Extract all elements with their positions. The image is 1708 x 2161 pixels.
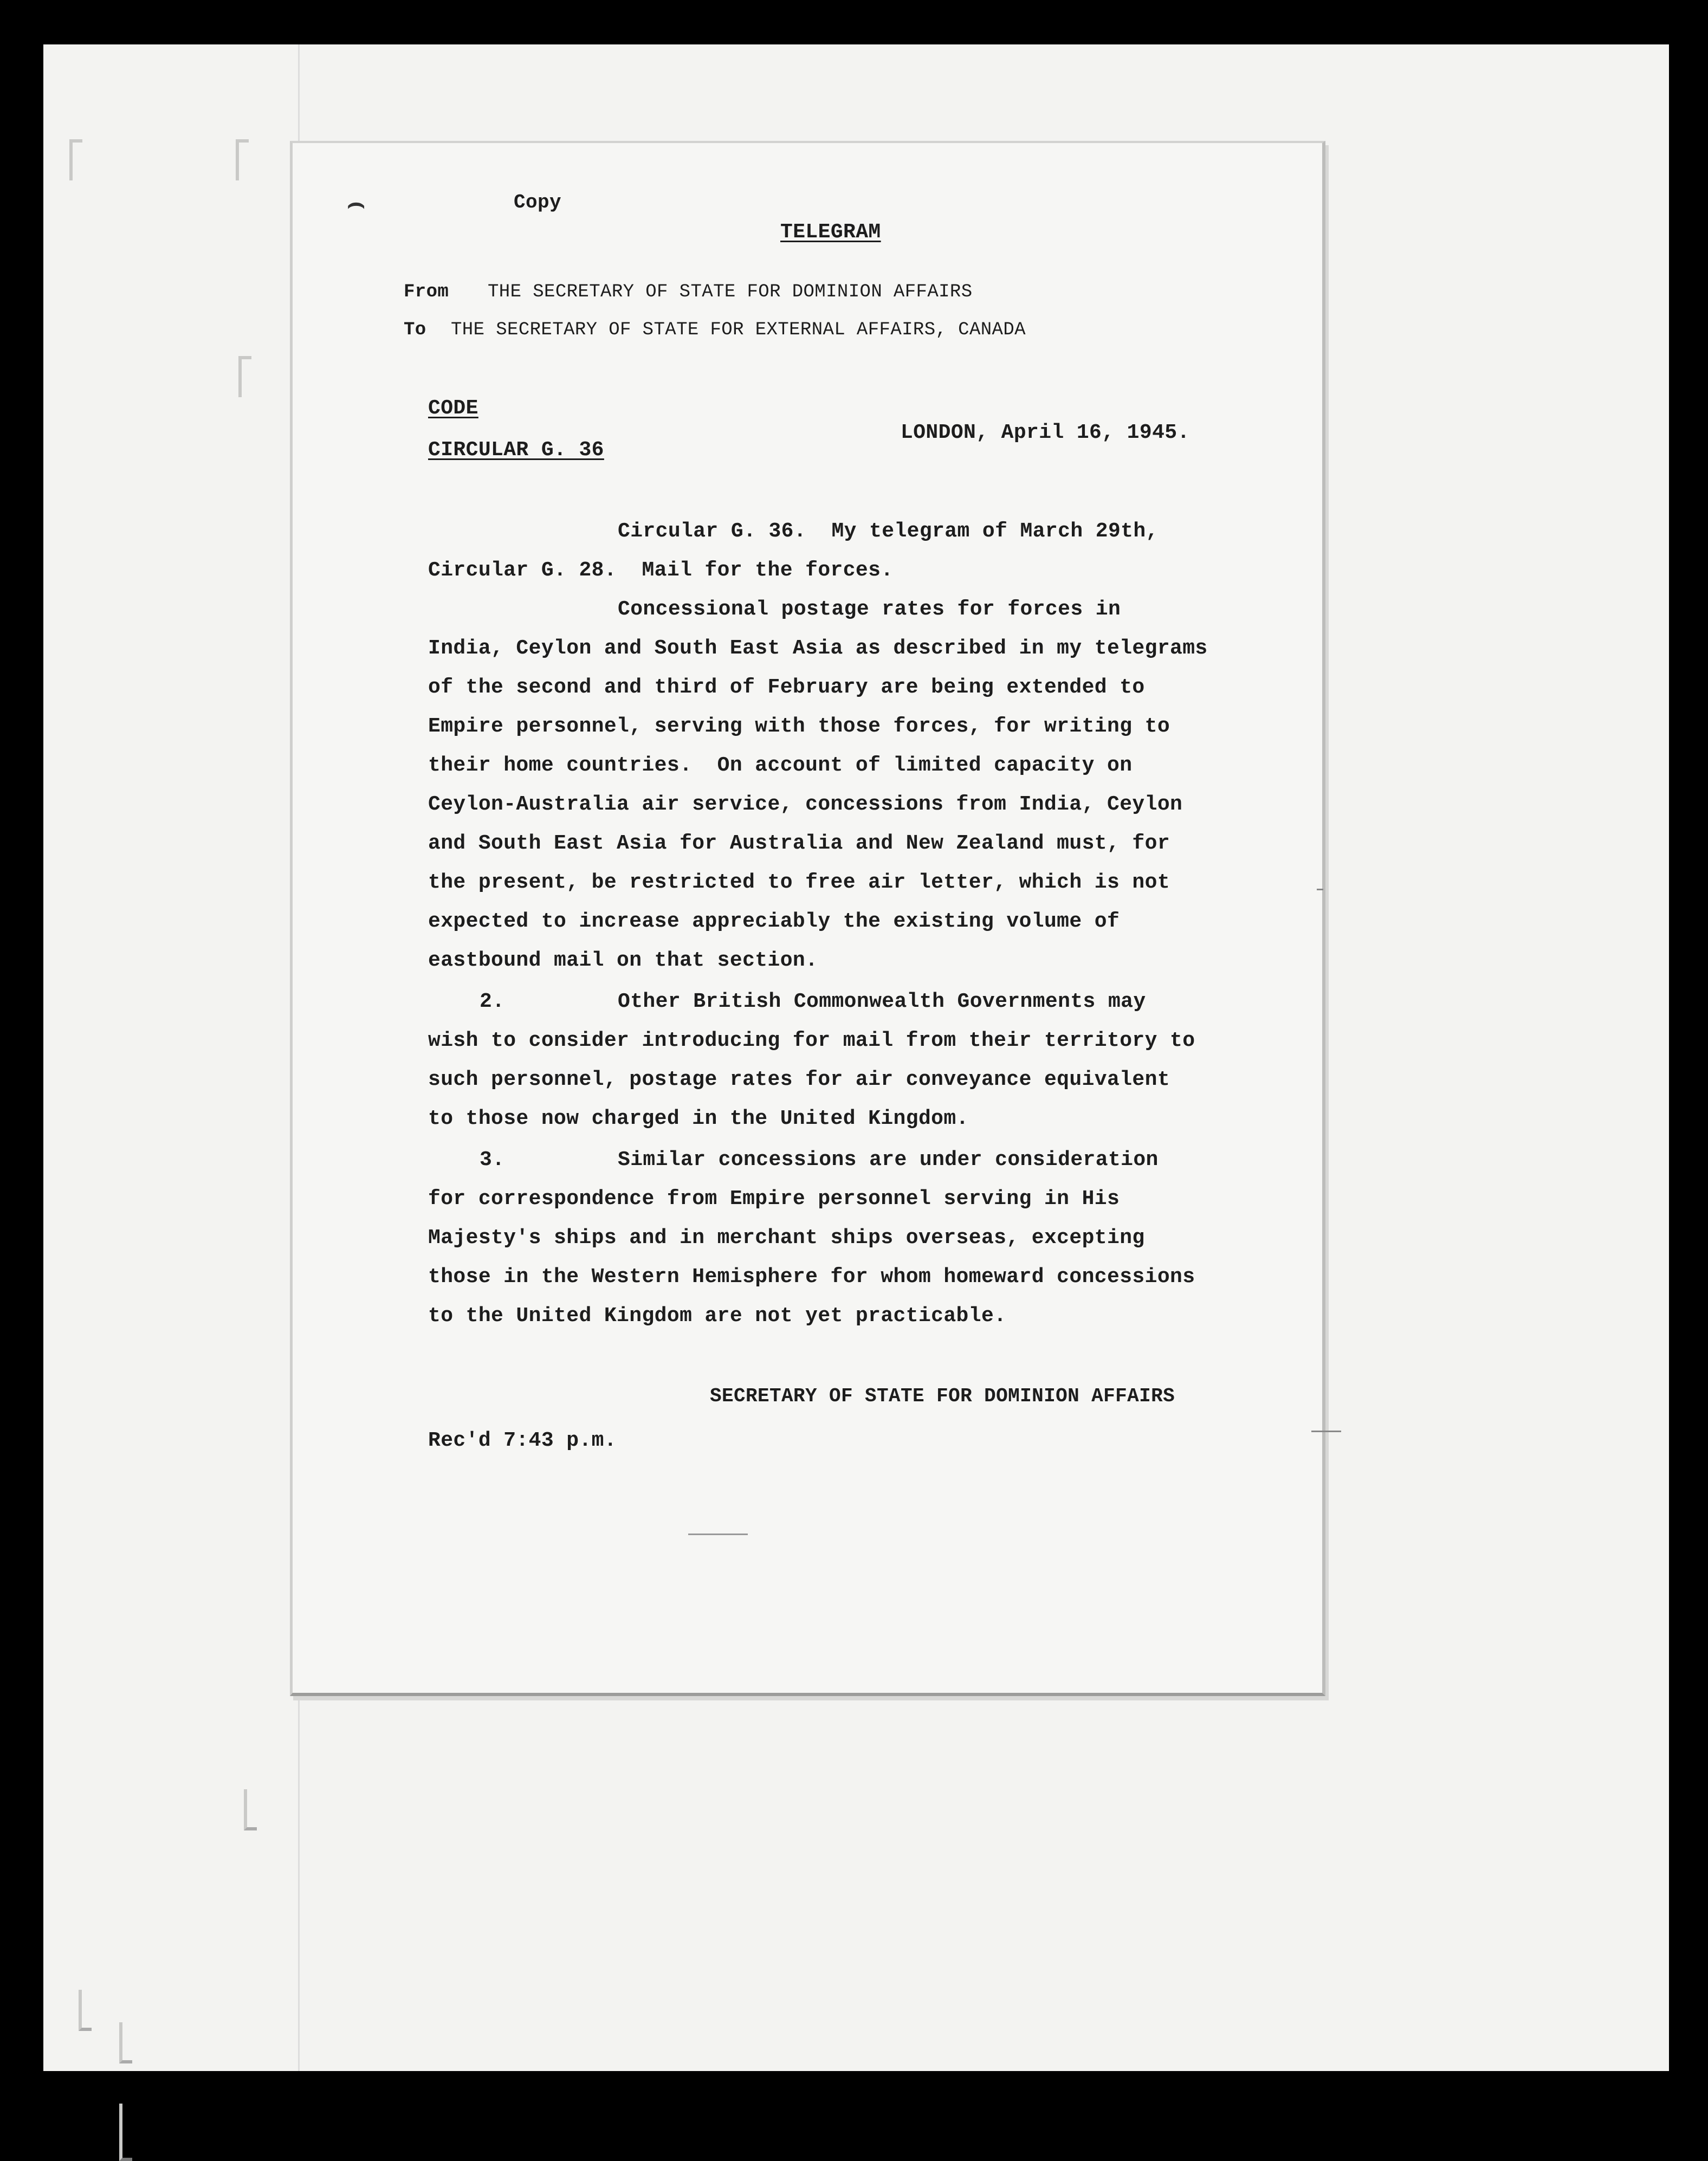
paper-scratch bbox=[688, 1534, 748, 1535]
signature-line: SECRETARY OF STATE FOR DOMINION AFFAIRS bbox=[710, 1385, 1175, 1407]
frame-corner-mark bbox=[119, 2104, 132, 2161]
paragraph-number: 2. bbox=[480, 990, 505, 1013]
body-line: eastbound mail on that section. bbox=[428, 949, 818, 972]
body-line: their home countries. On account of limited capacity on bbox=[428, 754, 1133, 777]
body-line: Concessional postage rates for forces in bbox=[618, 598, 1121, 621]
stray-mark: ⌢ bbox=[347, 187, 366, 219]
frame-corner-mark bbox=[236, 139, 249, 180]
frame-corner-mark bbox=[119, 2022, 132, 2063]
copy-mark: Copy bbox=[514, 191, 562, 213]
margin-tick bbox=[1311, 1431, 1341, 1432]
frame-corner-mark bbox=[69, 139, 82, 180]
body-line: those in the Western Hemisphere for whom homeward concessions bbox=[428, 1265, 1195, 1289]
frame-corner-mark bbox=[244, 1789, 257, 1830]
body-line: to the United Kingdom are not yet practicable. bbox=[428, 1304, 1007, 1328]
body-line: Circular G. 28. Mail for the forces. bbox=[428, 559, 894, 582]
body-line: Empire personnel, serving with those forces, for writing to bbox=[428, 715, 1170, 738]
to-label: To bbox=[404, 320, 426, 340]
body-line: to those now charged in the United Kingdom. bbox=[428, 1107, 969, 1130]
circular-reference: CIRCULAR G. 36 bbox=[428, 438, 604, 462]
paragraph-number: 3. bbox=[480, 1148, 505, 1172]
code-label: CODE bbox=[428, 397, 478, 420]
document-title: TELEGRAM bbox=[780, 221, 881, 244]
body-line: Other British Commonwealth Governments may bbox=[618, 990, 1146, 1013]
body-line: Ceylon-Australia air service, concessions from India, Ceylon bbox=[428, 793, 1183, 816]
body-line: for correspondence from Empire personnel serving in His bbox=[428, 1187, 1120, 1211]
body-line: of the second and third of February are being extended to bbox=[428, 676, 1145, 699]
from-value: THE SECRETARY OF STATE FOR DOMINION AFFAIRS bbox=[488, 282, 973, 302]
from-label: From bbox=[404, 282, 449, 302]
body-line: Similar concessions are under consideration bbox=[618, 1148, 1159, 1172]
to-value: THE SECRETARY OF STATE FOR EXTERNAL AFFAIRS, CANADA bbox=[451, 320, 1026, 340]
place-and-date: LONDON, April 16, 1945. bbox=[901, 421, 1190, 444]
margin-tick bbox=[1317, 889, 1323, 890]
frame-corner-mark bbox=[238, 356, 251, 397]
received-time: Rec'd 7:43 p.m. bbox=[428, 1429, 617, 1452]
body-line: the present, be restricted to free air letter, which is not bbox=[428, 871, 1170, 894]
body-line: wish to consider introducing for mail from their territory to bbox=[428, 1029, 1195, 1052]
body-line: India, Ceylon and South East Asia as described in my telegrams bbox=[428, 637, 1208, 660]
body-line: expected to increase appreciably the existing volume of bbox=[428, 910, 1120, 933]
body-line: Circular G. 36. My telegram of March 29th, bbox=[618, 520, 1159, 543]
body-line: such personnel, postage rates for air conveyance equivalent bbox=[428, 1068, 1170, 1091]
body-line: Majesty's ships and in merchant ships overseas, excepting bbox=[428, 1226, 1145, 1250]
body-line: and South East Asia for Australia and New Zealand must, for bbox=[428, 832, 1170, 855]
frame-corner-mark bbox=[79, 1990, 92, 2031]
